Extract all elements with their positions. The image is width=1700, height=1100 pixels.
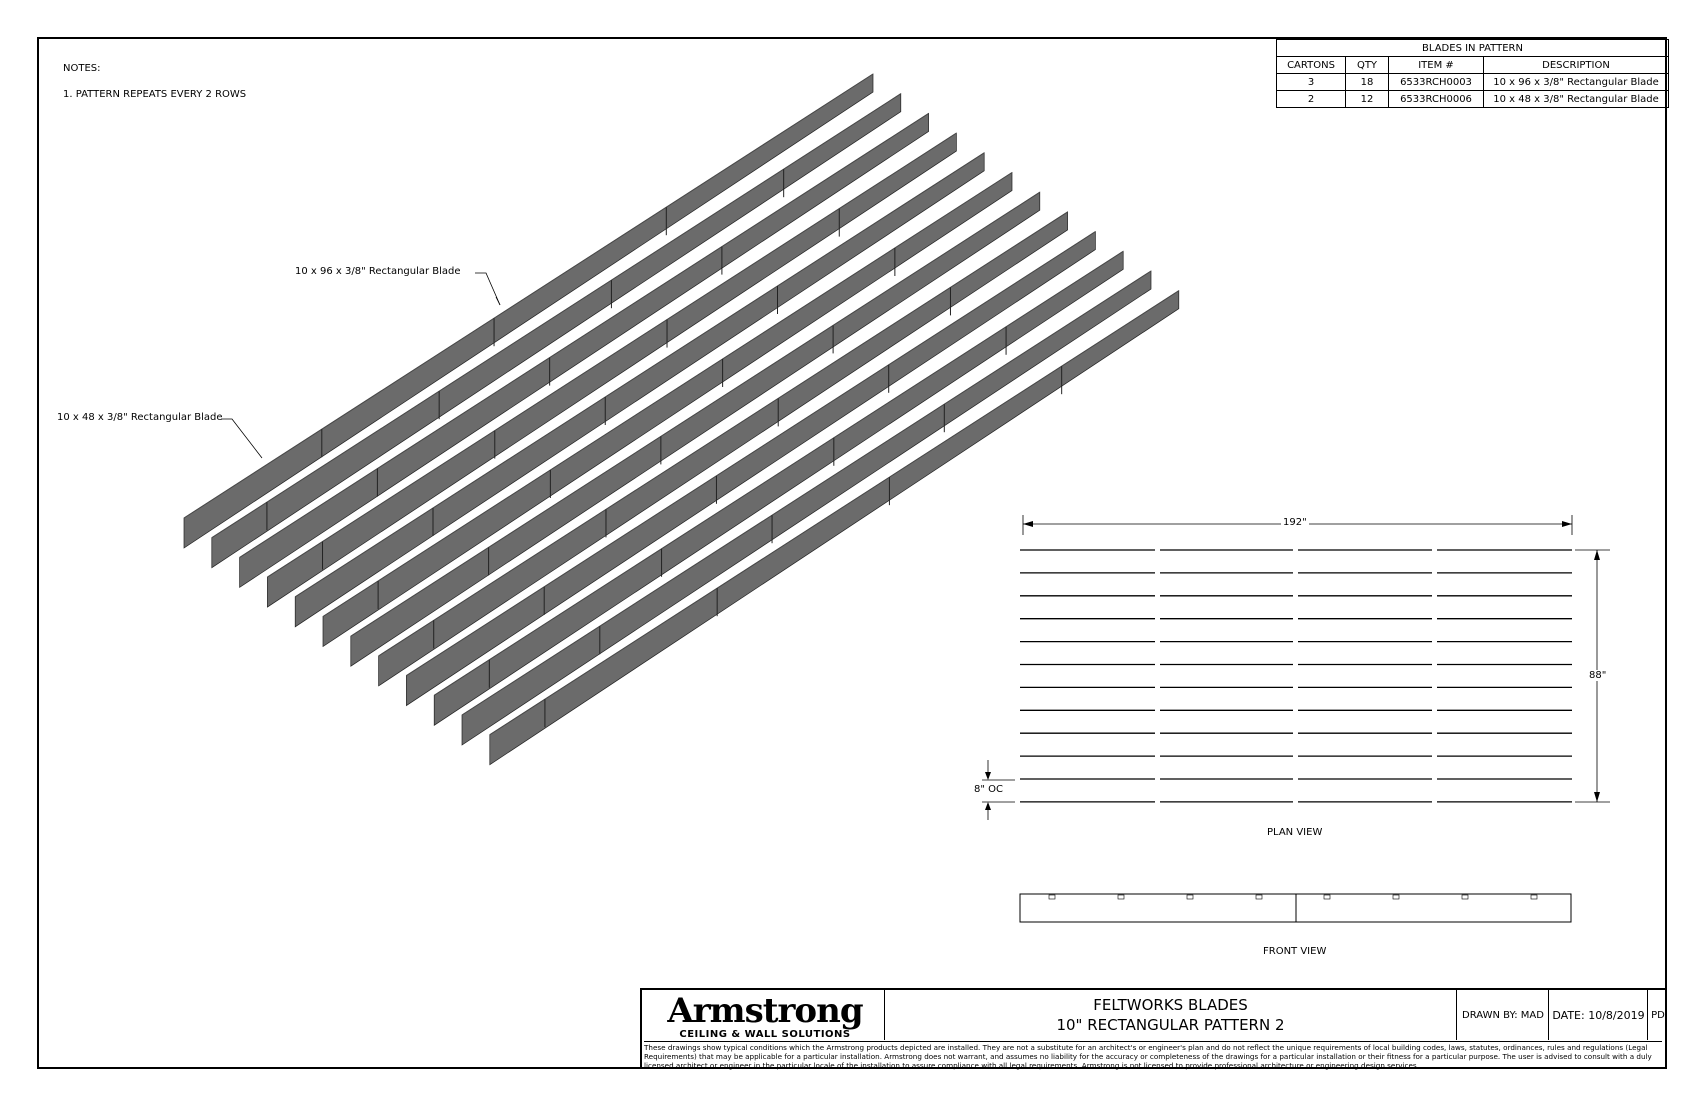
col-qty: QTY bbox=[1346, 57, 1389, 74]
hanger-mark bbox=[1462, 895, 1468, 899]
hanger-mark bbox=[1324, 895, 1330, 899]
blade-edge bbox=[406, 232, 1095, 676]
cell: 6533RCH0003 bbox=[1389, 74, 1484, 91]
note-item: 1. PATTERN REPEATS EVERY 2 ROWS bbox=[63, 89, 247, 100]
callout-leader-long bbox=[475, 273, 500, 305]
dim-arrow bbox=[985, 802, 991, 810]
cell: 6533RCH0006 bbox=[1389, 91, 1484, 108]
col-description: DESCRIPTION bbox=[1484, 57, 1669, 74]
brand-subtitle: CEILING & WALL SOLUTIONS bbox=[679, 1029, 851, 1040]
col-item: ITEM # bbox=[1389, 57, 1484, 74]
drawing-title bbox=[884, 990, 1456, 1040]
cell: 3 bbox=[1277, 74, 1346, 91]
dim-width-label: 192" bbox=[1283, 517, 1307, 528]
drawn-by: DRAWN BY: MAD bbox=[1456, 990, 1549, 1040]
cell: 18 bbox=[1346, 74, 1389, 91]
title-line-1: FELTWORKS BLADES bbox=[1093, 996, 1248, 1014]
cell: 10 x 96 x 3/8" Rectangular Blade bbox=[1484, 74, 1669, 91]
pd-code: PD bbox=[1647, 990, 1668, 1040]
notes-header: NOTES: bbox=[63, 63, 101, 74]
title-line-2: 10" RECTANGULAR PATTERN 2 bbox=[1056, 1016, 1285, 1034]
armstrong-logo bbox=[645, 993, 885, 1042]
front-view-hangers bbox=[1049, 895, 1537, 899]
dim-arrow bbox=[1594, 550, 1600, 560]
hanger-mark bbox=[1118, 895, 1124, 899]
cell: 12 bbox=[1346, 91, 1389, 108]
disclaimer: These drawings show typical conditions which the Armstrong products depicted are installed. They are not a substitute for an architect's or engineer's plan and do not reflect the unique requirements of local building codes, laws, statutes, ordinances, rules and regulations (Legal Requirements) that may be applicable for a particular installation. Armstrong does not warrant, and assumes no liability for the accuracy or completeness of the drawings for a particular installation or their fitness for a particular purpose. The user is advised to consult with a duly licensed architect or engineer in the particular locale of the installation to assure compliance with all legal requirements. Armstrong is not licensed to provide professional architecture or engineering design services. bbox=[644, 1041, 1662, 1070]
hanger-mark bbox=[1531, 895, 1537, 899]
cell: 10 x 48 x 3/8" Rectangular Blade bbox=[1484, 91, 1669, 108]
blade-edge bbox=[462, 271, 1151, 715]
blade-edge bbox=[434, 251, 1123, 695]
blades-table-title: BLADES IN PATTERN bbox=[1277, 40, 1669, 57]
dim-arrow bbox=[1562, 521, 1572, 527]
plan-view bbox=[1020, 550, 1572, 802]
dim-arrow bbox=[985, 772, 991, 780]
dim-arrow bbox=[1023, 521, 1033, 527]
hanger-mark bbox=[1187, 895, 1193, 899]
brand-name: Armstrong bbox=[667, 991, 863, 1031]
col-cartons: CARTONS bbox=[1277, 57, 1346, 74]
title-block bbox=[640, 988, 1667, 1069]
callout-arrow bbox=[496, 297, 500, 305]
front-view-label: FRONT VIEW bbox=[1263, 946, 1327, 957]
drawing-date: DATE: 10/8/2019 bbox=[1548, 990, 1648, 1040]
isometric-view bbox=[184, 74, 1179, 765]
dim-arrow bbox=[1594, 792, 1600, 802]
callout-short-blade: 10 x 48 x 3/8" Rectangular Blade bbox=[57, 412, 223, 423]
blade-edge bbox=[490, 291, 1179, 735]
hanger-mark bbox=[1256, 895, 1262, 899]
hanger-mark bbox=[1393, 895, 1399, 899]
callout-leader-short bbox=[221, 419, 262, 458]
callout-long-blade: 10 x 96 x 3/8" Rectangular Blade bbox=[295, 266, 461, 277]
plan-view-label: PLAN VIEW bbox=[1267, 827, 1323, 838]
dim-spacing-label: 8" OC bbox=[974, 784, 1003, 795]
cell: 2 bbox=[1277, 91, 1346, 108]
dim-height-label: 88" bbox=[1589, 670, 1607, 681]
hanger-mark bbox=[1049, 895, 1055, 899]
